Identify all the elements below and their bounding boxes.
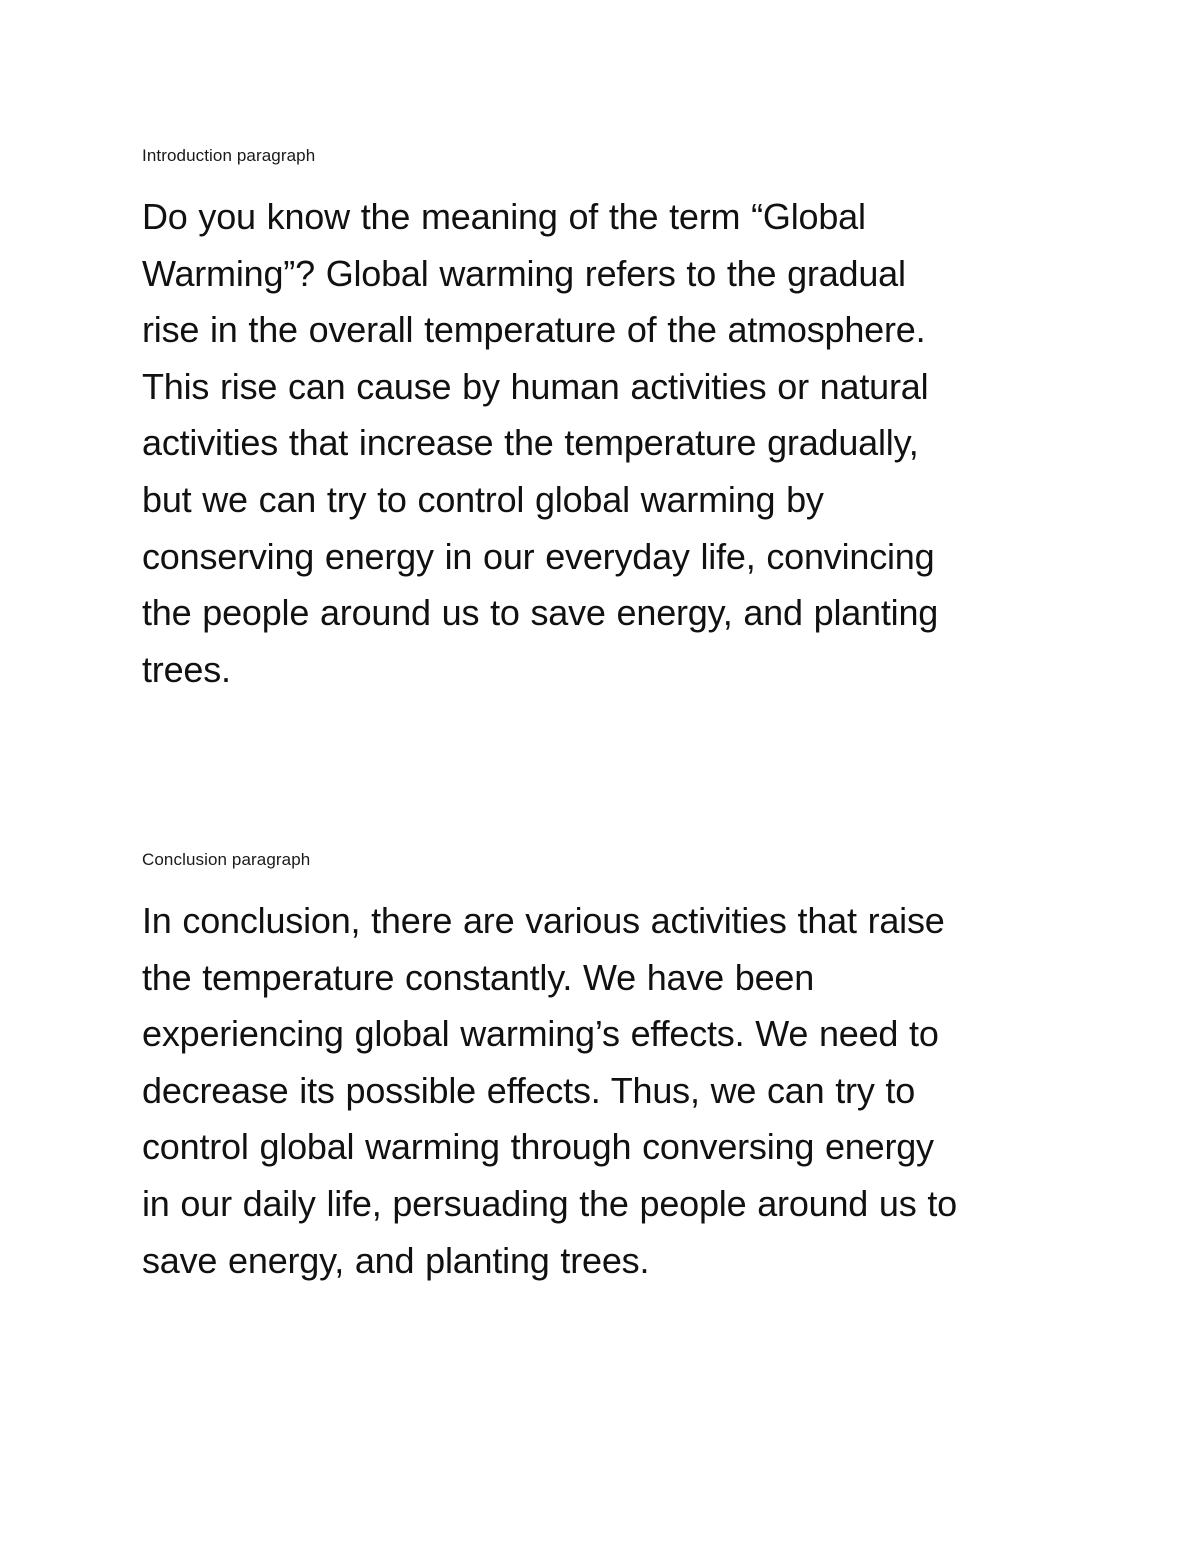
paragraph-line: save energy, and planting trees. — [142, 1239, 650, 1281]
paragraph-line: but we can try to control global warming by — [142, 478, 824, 520]
paragraph-line: Warming”? Global warming refers to the gradual — [142, 252, 906, 294]
paragraph-line: This rise can cause by human activities or natural — [142, 365, 929, 407]
paragraph-line: trees. — [142, 648, 231, 690]
introduction-label: Introduction paragraph — [142, 146, 316, 165]
conclusion-section — [142, 847, 1062, 1289]
introduction-section — [142, 143, 1062, 698]
paragraph-line: control global warming through conversing energy — [142, 1126, 934, 1168]
introduction-paragraph — [142, 189, 1062, 698]
paragraph-line: In conclusion, there are various activities that raise — [142, 900, 945, 941]
paragraph-line: decrease its possible effects. Thus, we can try to — [142, 1069, 916, 1111]
paragraph-line: in our daily life, persuading the people around us to — [142, 1182, 957, 1224]
paragraph-line: activities that increase the temperature gradually, — [142, 422, 919, 464]
paragraph-line: the temperature constantly. We have been — [142, 956, 815, 998]
conclusion-label: Conclusion paragraph — [142, 850, 311, 869]
paragraph-line: the people around us to save energy, and planting — [142, 592, 939, 634]
conclusion-paragraph — [142, 893, 1062, 1289]
paragraph-line: Do you know the meaning of the term “Global — [142, 196, 866, 237]
paragraph-line: rise in the overall temperature of the atmosphere. — [142, 309, 926, 351]
paragraph-line: conserving energy in our everyday life, convincing — [142, 535, 935, 577]
paragraph-line: experiencing global warming’s effects. We need to — [142, 1013, 939, 1055]
